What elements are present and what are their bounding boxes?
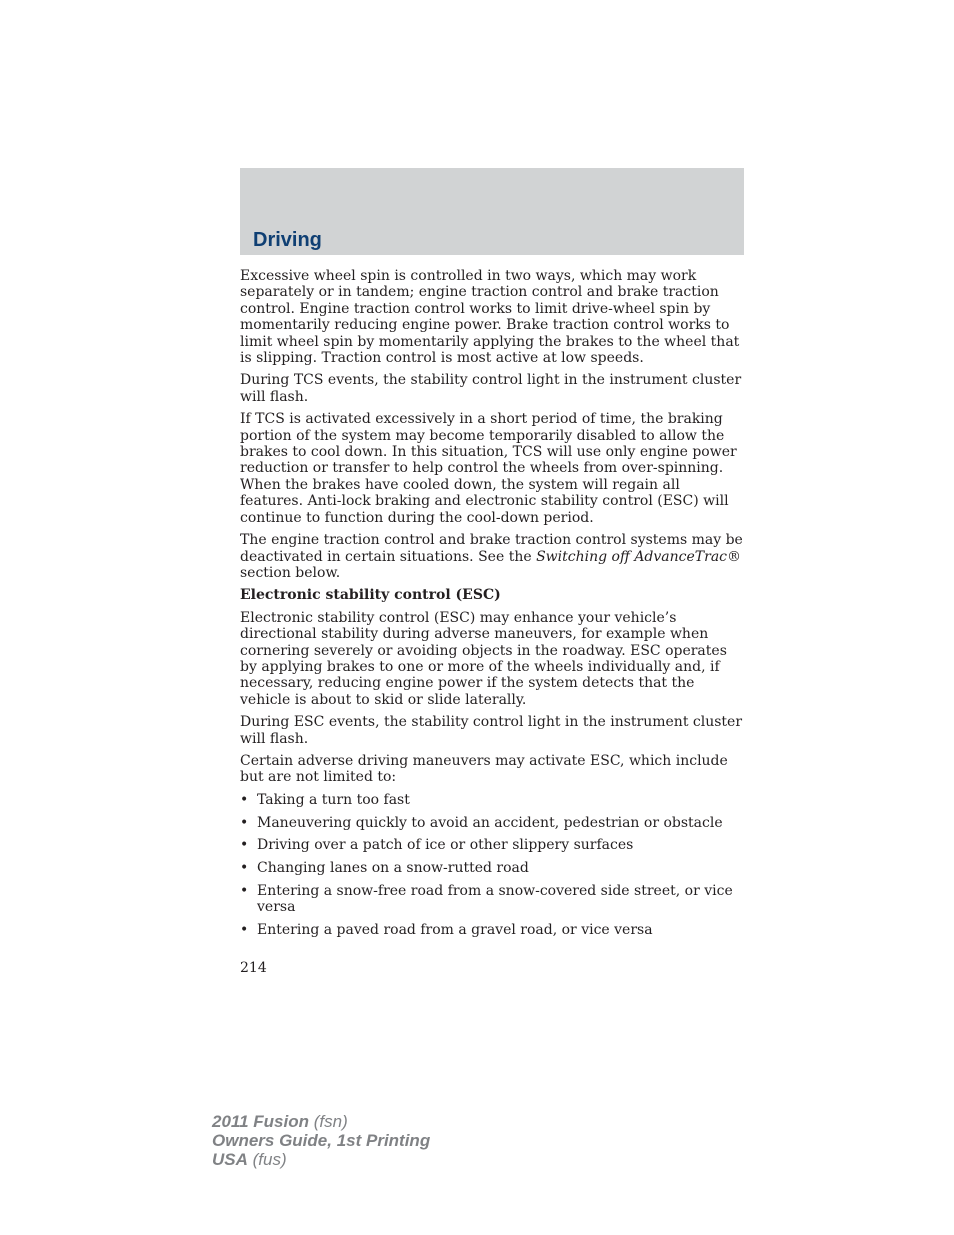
list-item-text: Taking a turn too fast xyxy=(257,791,410,808)
list-item xyxy=(240,792,746,808)
section-reference: Switching off AdvanceTrac® xyxy=(536,548,742,565)
page-content xyxy=(240,268,746,945)
paragraph-deactivation xyxy=(240,532,746,581)
paragraph-deactivation-text-end: section below. xyxy=(240,564,341,581)
footer-line-market xyxy=(212,1150,430,1169)
maneuvers-list xyxy=(240,792,746,939)
bullet-icon: • xyxy=(240,922,249,939)
paragraph-wheel-spin: Excessive wheel spin is controlled in two ways, which may work separately or in tandem; engine traction control and brake traction control. Engine traction control works to limit drive-wheel spin by momentarily reducing engine power. Brake traction control works to limit wheel spin by momentarily applying the brakes to the wheel that is slipping. Traction control is most active at low speeds. xyxy=(240,268,740,367)
bullet-icon: • xyxy=(240,814,249,831)
bullet-icon: • xyxy=(240,837,249,854)
list-item-text: Driving over a patch of ice or other slippery surfaces xyxy=(257,837,634,854)
list-item-text: Entering a snow-free road from a snow-covered side street, or vice versa xyxy=(257,882,733,916)
footer-model-name: 2011 Fusion xyxy=(212,1112,309,1131)
footer-market-name: USA xyxy=(212,1150,248,1169)
document-footer xyxy=(212,1112,430,1169)
list-item-text: Entering a paved road from a gravel road, or vice versa xyxy=(257,922,653,939)
paragraph-maneuvers-intro: Certain adverse driving maneuvers may activate ESC, which include but are not limited to: xyxy=(240,752,728,786)
paragraph-esc-events: During ESC events, the stability control light in the instrument cluster will flash. xyxy=(240,714,743,747)
bullet-icon: • xyxy=(240,882,249,899)
list-item xyxy=(240,860,746,876)
footer-model-code: (fsn) xyxy=(313,1112,348,1131)
list-item xyxy=(240,883,746,916)
footer-market-code: (fus) xyxy=(252,1150,287,1169)
list-item xyxy=(240,922,746,938)
footer-line-model xyxy=(212,1112,430,1131)
bullet-icon: • xyxy=(240,791,249,808)
page-number: 214 xyxy=(240,960,267,976)
list-item-text: Changing lanes on a snow-rutted road xyxy=(257,860,529,877)
paragraph-esc-description: Electronic stability control (ESC) may enhance your vehicle’s directional stability during adverse maneuvers, for example when cornering severely or avoiding objects in the roadway. ESC operates by applying brakes to one or more of the wheels individually and, if necessary, reducing engine power if the system detects that the vehicle is about to skid or slide laterally. xyxy=(240,609,727,708)
list-item-text: Maneuvering quickly to avoid an accident, pedestrian or obstacle xyxy=(257,814,723,831)
section-title: Driving xyxy=(253,229,322,251)
bullet-icon: • xyxy=(240,860,249,877)
subheading-esc: Electronic stability control (ESC) xyxy=(240,587,501,604)
paragraph-deactivation-text: The engine traction control and brake traction control systems may be deactivated in certain situations. See the xyxy=(240,532,743,565)
list-item xyxy=(240,837,746,853)
paragraph-tcs-events: During TCS events, the stability control light in the instrument cluster will flash. xyxy=(240,372,742,405)
footer-line-guide: Owners Guide, 1st Printing xyxy=(212,1131,431,1150)
paragraph-tcs-excessive: If TCS is activated excessively in a short period of time, the braking portion of the system may become temporarily disabled to allow the brakes to cool down. In this situation, TCS will use only engine power reduction or transfer to help control the wheels from over-spinning. When the brakes have cooled down, the system will regain all features. Anti-lock braking and electronic stability control (ESC) will continue to function during the cool-down period. xyxy=(240,411,737,526)
list-item xyxy=(240,815,746,831)
